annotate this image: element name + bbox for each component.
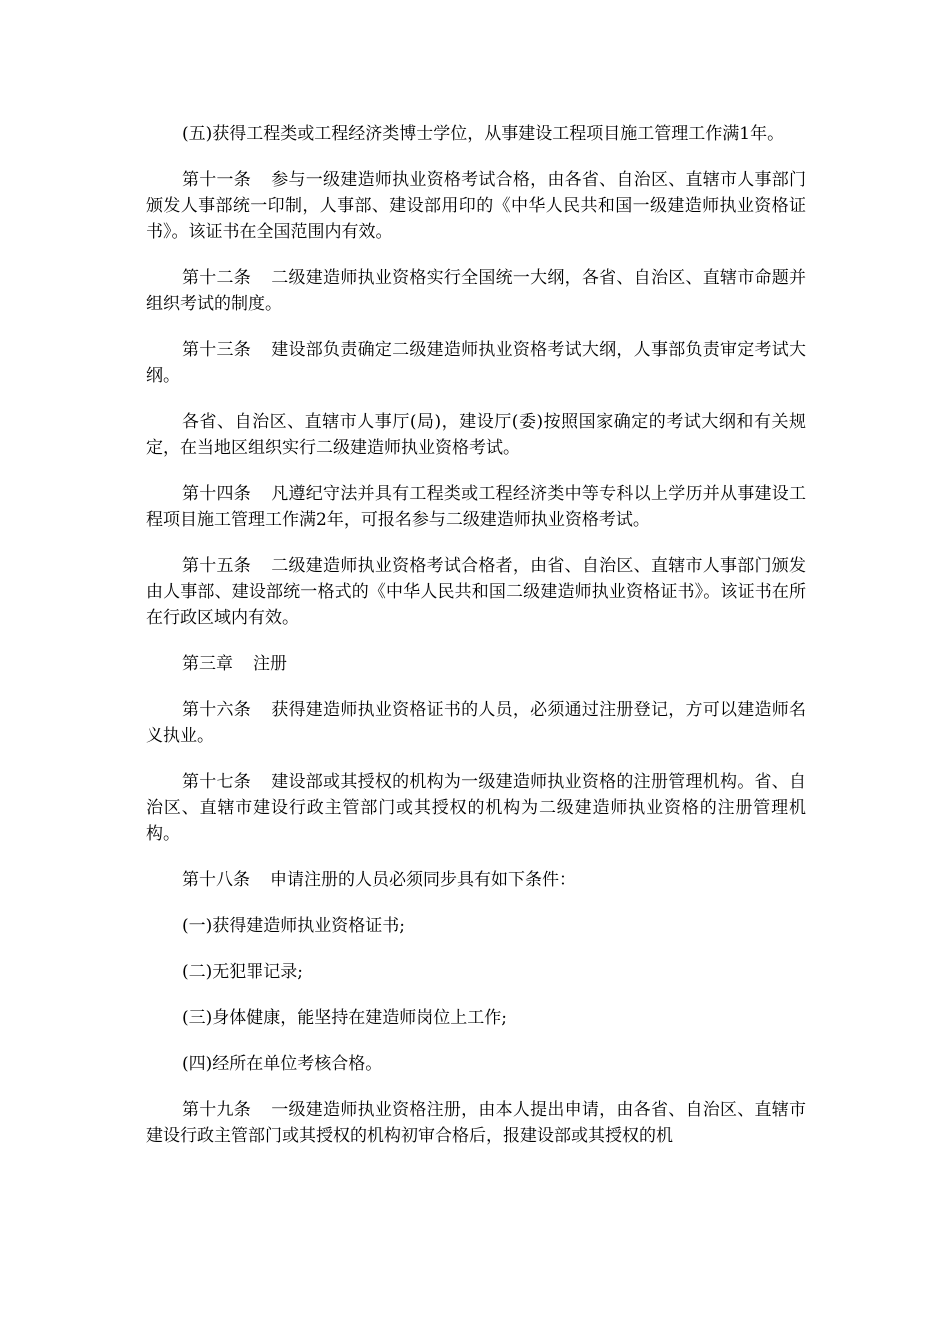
document-body — [146, 121, 806, 1169]
article-heading: 第十四条 — [182, 484, 252, 504]
article-16 — [146, 697, 806, 749]
article-14 — [146, 481, 806, 533]
article-heading: 第十六条 — [182, 700, 252, 720]
paragraph-text: 申请注册的人员必须同步具有如下条件： — [270, 870, 576, 890]
paragraph-text: 凡遵纪守法并具有工程类或工程经济类中等专科以上学历并从事建设工程项目施工管理工作满2年，可报名参与二级建造师执业资格考试。 — [146, 484, 807, 530]
paragraph-text: 各省、自治区、直辖市人事厅(局)，建设厅(委)按照国家确定的考试大纲和有关规定，在当地区组织实行二级建造师执业资格考试。 — [146, 412, 806, 458]
chapter-number: 第三章 — [182, 654, 233, 674]
paragraph-text: 二级建造师执业资格实行全国统一大纲，各省、自治区、直辖市命题并组织考试的制度。 — [146, 268, 807, 314]
article-13 — [146, 337, 806, 389]
paragraph-text: (四)经所在单位考核合格。 — [182, 1054, 383, 1074]
article-19 — [146, 1097, 806, 1149]
paragraph-text: 参与一级建造师执业资格考试合格，由各省、自治区、直辖市人事部门颁发人事部统一印制，人事部、建设部用印的《中华人民共和国一级建造师执业资格证书》。该证书在全国范围内有效。 — [146, 170, 807, 242]
condition-item-1 — [146, 913, 806, 939]
paragraph-text: 获得建造师执业资格证书的人员，必须通过注册登记，方可以建造师名义执业。 — [146, 700, 807, 746]
article-heading: 第十三条 — [182, 340, 252, 360]
article-13-paragraph-2 — [146, 409, 806, 461]
chapter-title: 注册 — [253, 654, 287, 674]
article-heading: 第十一条 — [182, 170, 252, 190]
condition-item-2 — [146, 959, 806, 985]
article-heading: 第十九条 — [182, 1100, 252, 1120]
condition-item-4 — [146, 1051, 806, 1077]
article-heading: 第十八条 — [182, 870, 250, 890]
paragraph-text: 一级建造师执业资格注册，由本人提出申请，由各省、自治区、直辖市建设行政主管部门或其授权的机构初审合格后，报建设部或其授权的机 — [146, 1100, 807, 1146]
paragraph-text: 建设部或其授权的机构为一级建造师执业资格的注册管理机构。省、自治区、直辖市建设行政主管部门或其授权的机构为二级建造师执业资格的注册管理机构。 — [146, 772, 807, 844]
chapter-3-heading — [146, 651, 806, 677]
paragraph-text: 建设部负责确定二级建造师执业资格考试大纲，人事部负责审定考试大纲。 — [146, 340, 807, 386]
article-11 — [146, 167, 806, 245]
paragraph-text: (二)无犯罪记录; — [182, 962, 303, 982]
article-17 — [146, 769, 806, 847]
paragraph-text: (三)身体健康，能坚持在建造师岗位上工作; — [182, 1008, 507, 1028]
article-heading: 第十二条 — [182, 268, 252, 288]
article-12 — [146, 265, 806, 317]
paragraph-text: (五)获得工程类或工程经济类博士学位，从事建设工程项目施工管理工作满1年。 — [182, 124, 785, 144]
article-heading: 第十七条 — [182, 772, 252, 792]
article-18 — [146, 867, 806, 893]
paragraph-text: 二级建造师执业资格考试合格者，由省、自治区、直辖市人事部门颁发由人事部、建设部统一格式的《中华人民共和国二级建造师执业资格证书》。该证书在所在行政区域内有效。 — [146, 556, 807, 628]
condition-item-3 — [146, 1005, 806, 1031]
paragraph-item-5 — [146, 121, 806, 147]
article-15 — [146, 553, 806, 631]
article-heading: 第十五条 — [182, 556, 252, 576]
paragraph-text: (一)获得建造师执业资格证书; — [182, 916, 405, 936]
